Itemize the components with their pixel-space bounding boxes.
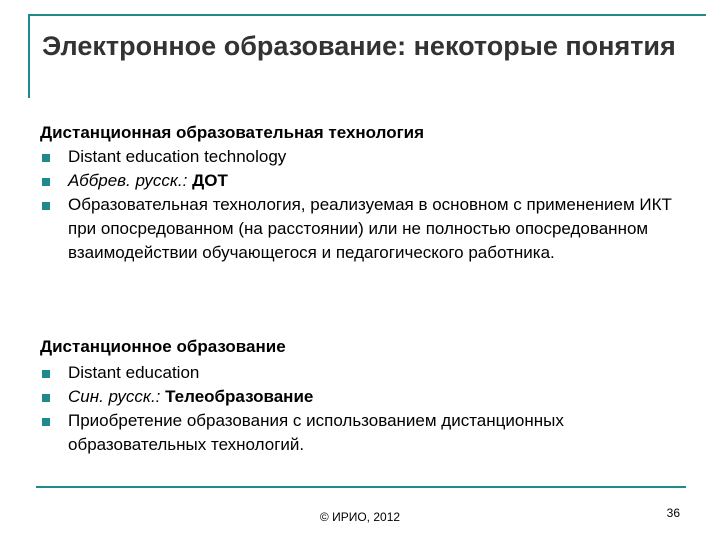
slide-title: Электронное образование: некоторые понятия	[42, 31, 676, 61]
list-item-text: Distant education	[68, 363, 200, 382]
list-item-text: Образовательная технология, реализуемая в основном с применением ИКТ при опосредованном (на расстоянии) или не полностью опосредованном взаимодействии обучающегося и педагогического работника.	[68, 195, 672, 262]
footer-divider	[36, 486, 686, 488]
list-item-english-term	[40, 145, 680, 169]
abbreviation-label: Аббрев. русск.:	[68, 171, 188, 190]
square-bullet-icon	[42, 394, 50, 402]
square-bullet-icon	[42, 154, 50, 162]
section-heading-distance-technology: Дистанционная образовательная технология	[40, 123, 425, 142]
square-bullet-icon	[42, 370, 50, 378]
list-item-abbreviation	[40, 169, 680, 193]
footer-copyright: © ИРИО, 2012	[319, 510, 401, 524]
section-list-distance-education	[40, 361, 680, 457]
square-bullet-icon	[42, 202, 50, 210]
list-item-english-term	[40, 361, 680, 385]
list-item-text: Приобретение образования с использованием дистанционных образовательных технологий.	[68, 411, 564, 454]
list-item-definition	[40, 193, 680, 265]
title-frame-left-line	[28, 14, 30, 98]
section-list-distance-technology	[40, 145, 680, 265]
list-item-synonym	[40, 385, 680, 409]
synonym-value: Телеобразование	[165, 387, 314, 406]
synonym-label: Син. русск.:	[68, 387, 161, 406]
title-frame-top-line	[28, 14, 706, 16]
page-number: 36	[666, 506, 680, 520]
section-heading-distance-education: Дистанционное образование	[40, 337, 286, 356]
list-item-definition	[40, 409, 680, 457]
abbreviation-value: ДОТ	[192, 171, 228, 190]
square-bullet-icon	[42, 418, 50, 426]
square-bullet-icon	[42, 178, 50, 186]
list-item-text: Distant education technology	[68, 147, 287, 166]
